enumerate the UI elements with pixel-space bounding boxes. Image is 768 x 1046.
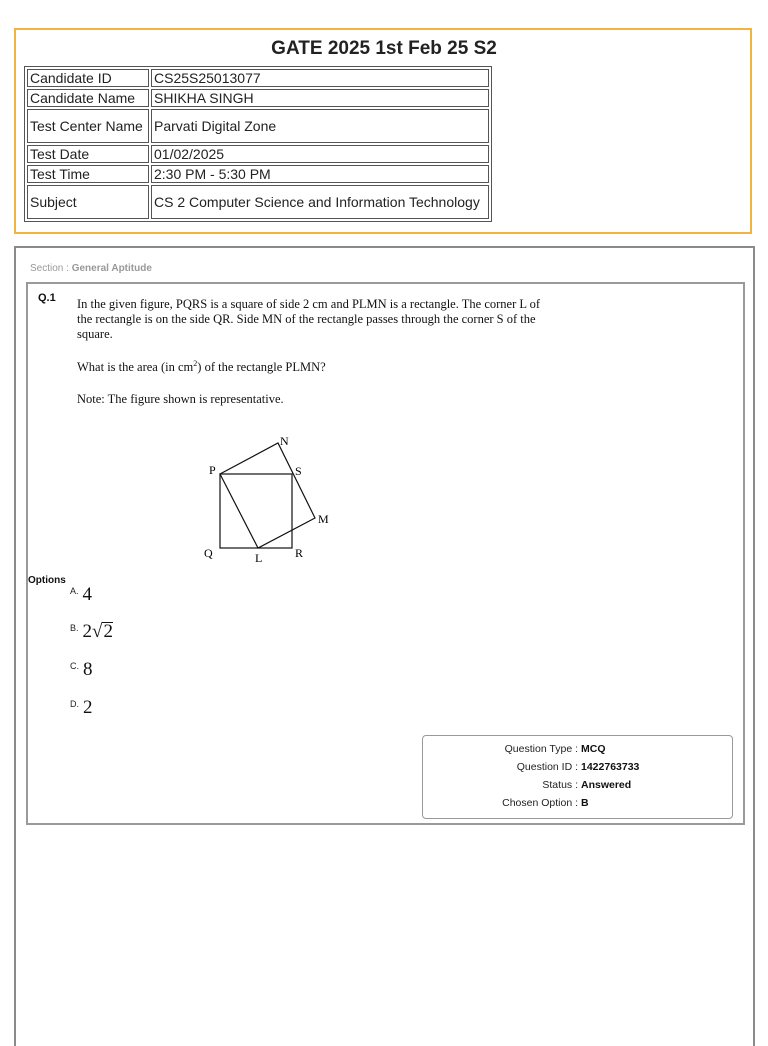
meta-row-type xyxy=(423,743,734,755)
question-ask xyxy=(77,359,326,375)
label-q: Q xyxy=(204,546,213,560)
label-l: L xyxy=(255,551,263,565)
option-b-letter: B. xyxy=(70,623,79,633)
test-center-label: Test Center Name xyxy=(27,109,149,143)
label-m: M xyxy=(318,512,329,526)
table-row xyxy=(27,145,489,163)
table-row xyxy=(27,69,489,87)
section-name: General Aptitude xyxy=(71,263,152,274)
meta-row-id xyxy=(423,761,734,773)
table-row xyxy=(27,109,489,143)
question-type-value: MCQ xyxy=(581,743,606,755)
candidate-name-value: SHIKHA SINGH xyxy=(151,89,489,107)
question-note: Note: The figure shown is representative. xyxy=(77,392,284,406)
chosen-option-value: B xyxy=(581,797,589,809)
question-number: Q.1 xyxy=(38,292,56,304)
question-text: In the given figure, PQRS is a square of side 2 cm and PLMN is a rectangle. The corner L of the rectangle is on the side QR. Side MN of the rectangle passes through the corner S of the square. xyxy=(77,297,541,341)
question-id-value: 1422763733 xyxy=(581,761,640,773)
question-ask-before: What is the area (in cm xyxy=(77,360,194,375)
candidate-info-table xyxy=(24,66,492,222)
option-c-value: 8 xyxy=(83,659,93,680)
options-label: Options xyxy=(28,575,66,586)
subject-label: Subject xyxy=(27,185,149,219)
meta-row-status xyxy=(423,779,734,791)
question-ask-after: ) of the rectangle PLMN? xyxy=(197,360,326,375)
test-time-label: Test Time xyxy=(27,165,149,183)
test-date-value: 01/02/2025 xyxy=(151,145,489,163)
option-b[interactable] xyxy=(70,621,113,643)
label-n: N xyxy=(280,434,289,448)
label-s: S xyxy=(295,464,302,478)
table-row xyxy=(27,89,489,107)
table-row xyxy=(27,165,489,183)
option-d[interactable] xyxy=(70,697,93,719)
table-row xyxy=(27,185,489,219)
option-c-letter: C. xyxy=(70,661,79,671)
question-figure xyxy=(195,430,345,570)
option-b-radical: √ xyxy=(92,621,103,642)
option-b-prefix: 2 xyxy=(82,621,93,642)
test-center-value: Parvati Digital Zone xyxy=(151,109,489,143)
option-a-letter: A. xyxy=(70,586,79,596)
question-type-label: Question Type : xyxy=(504,743,578,755)
option-a-value: 4 xyxy=(82,584,93,605)
option-a[interactable] xyxy=(70,584,92,606)
section-label xyxy=(30,263,152,274)
question-meta-panel xyxy=(422,735,733,819)
option-b-radicand: 2 xyxy=(103,621,113,642)
option-d-letter: D. xyxy=(70,699,79,709)
test-time-value: 2:30 PM - 5:30 PM xyxy=(151,165,489,183)
chosen-option-label: Chosen Option : xyxy=(502,797,578,809)
label-p: P xyxy=(209,463,216,477)
status-value: Answered xyxy=(581,779,632,791)
status-label: Status : xyxy=(542,779,578,791)
candidate-id-value: CS25S25013077 xyxy=(151,69,489,87)
option-c[interactable] xyxy=(70,659,93,681)
label-r: R xyxy=(295,546,304,560)
question-ask-sup: 2 xyxy=(193,359,198,368)
candidate-name-label: Candidate Name xyxy=(27,89,149,107)
candidate-id-label: Candidate ID xyxy=(27,69,149,87)
rectangle-plmn xyxy=(220,443,315,548)
option-d-value: 2 xyxy=(83,697,93,718)
section-prefix: Section : xyxy=(30,263,72,274)
subject-value: CS 2 Computer Science and Information Technology xyxy=(151,185,489,219)
question-id-label: Question ID : xyxy=(516,761,578,773)
square-pqrs xyxy=(220,474,292,548)
option-b-value xyxy=(83,621,113,643)
test-date-label: Test Date xyxy=(27,145,149,163)
meta-row-chosen xyxy=(423,797,734,809)
exam-title: GATE 2025 1st Feb 25 S2 xyxy=(271,38,497,59)
